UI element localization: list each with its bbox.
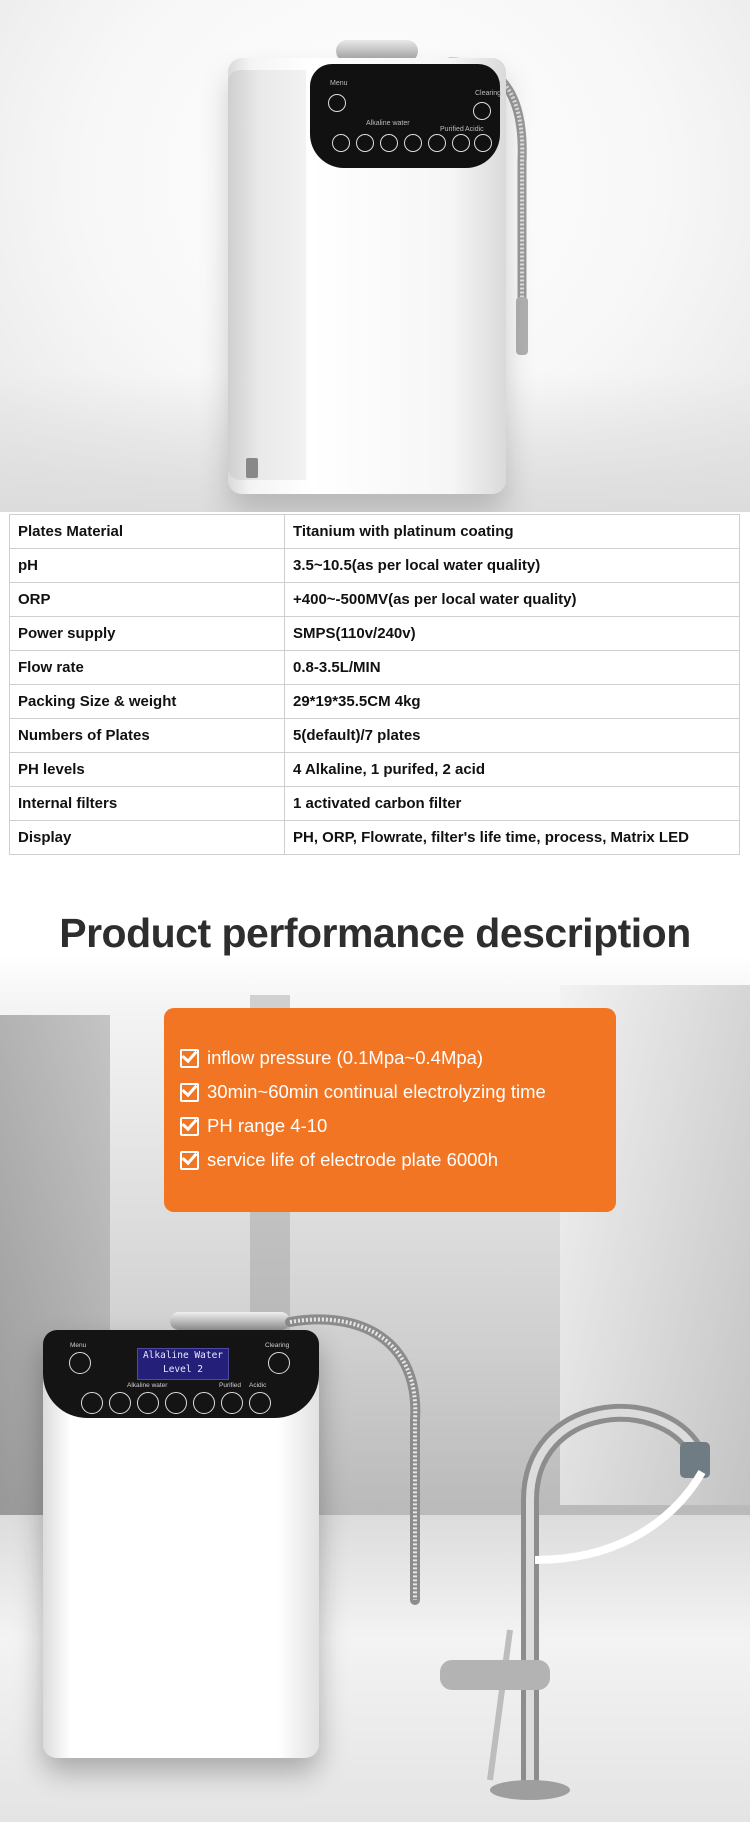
table-row — [10, 719, 740, 753]
feature-item — [180, 1081, 546, 1103]
control-panel-top — [310, 64, 500, 168]
feature-item — [180, 1149, 498, 1171]
clearing-button[interactable] — [473, 102, 491, 120]
spec-label: Display — [10, 821, 285, 855]
feature-item — [180, 1047, 483, 1069]
level-button-1[interactable] — [81, 1392, 103, 1414]
menu-button[interactable] — [69, 1352, 91, 1374]
spec-value: +400~-500MV(as per local water quality) — [285, 583, 740, 617]
spec-label: Internal filters — [10, 787, 285, 821]
feature-text: 30min~60min continual electrolyzing time — [207, 1081, 546, 1102]
table-row — [10, 821, 740, 855]
water-ionizer-top — [228, 58, 506, 494]
menu-label: Menu — [70, 1342, 87, 1349]
level-button-4[interactable] — [404, 134, 422, 152]
table-row — [10, 583, 740, 617]
feature-text: inflow pressure (0.1Mpa~0.4Mpa) — [207, 1047, 484, 1068]
feature-item — [180, 1115, 327, 1137]
lcd-line-1: Alkaline Water — [142, 1350, 224, 1361]
table-row — [10, 515, 740, 549]
table-row — [10, 651, 740, 685]
checkbox-checked-icon — [180, 1083, 199, 1102]
purified-label: Purified — [440, 126, 464, 133]
table-row — [10, 549, 740, 583]
level-button-3[interactable] — [137, 1392, 159, 1414]
purified-label: Purified — [219, 1382, 242, 1389]
spec-label: Plates Material — [10, 515, 285, 549]
spec-label: ORP — [10, 583, 285, 617]
table-row — [10, 753, 740, 787]
table-row — [10, 685, 740, 719]
lcd-display — [137, 1348, 229, 1380]
spec-value: SMPS(110v/240v) — [285, 617, 740, 651]
acidic-label: Acidic — [465, 126, 484, 133]
spec-table — [9, 514, 740, 855]
spec-value: 4 Alkaline, 1 purifed, 2 acid — [285, 753, 740, 787]
acid-button-1[interactable] — [221, 1392, 243, 1414]
level-button-2[interactable] — [356, 134, 374, 152]
acid-button-1[interactable] — [452, 134, 470, 152]
spec-label: Power supply — [10, 617, 285, 651]
faucet-spout — [170, 1312, 290, 1330]
level-button-4[interactable] — [165, 1392, 187, 1414]
spec-value: 3.5~10.5(as per local water quality) — [285, 549, 740, 583]
outlet-port — [246, 458, 258, 478]
spec-value: 5(default)/7 plates — [285, 719, 740, 753]
spec-value: Titanium with platinum coating — [285, 515, 740, 549]
table-row — [10, 617, 740, 651]
clearing-label: Clearing — [475, 90, 502, 97]
spec-value: 1 activated carbon filter — [285, 787, 740, 821]
spec-value: PH, ORP, Flowrate, filter's life time, process, Matrix LED — [285, 821, 740, 855]
clearing-label: Clearing — [265, 1342, 290, 1349]
spec-label: Flow rate — [10, 651, 285, 685]
feature-box — [164, 1008, 616, 1212]
checkbox-checked-icon — [180, 1151, 199, 1170]
product-hero-image — [0, 0, 750, 512]
feature-text: service life of electrode plate 6000h — [207, 1149, 499, 1170]
spec-label: Packing Size & weight — [10, 685, 285, 719]
spec-label: PH levels — [10, 753, 285, 787]
checkbox-checked-icon — [180, 1117, 199, 1136]
spec-label: Numbers of Plates — [10, 719, 285, 753]
clearing-button[interactable] — [268, 1352, 290, 1374]
checkbox-checked-icon — [180, 1049, 199, 1068]
acid-button-2[interactable] — [249, 1392, 271, 1414]
lcd-line-2: Level 2 — [162, 1364, 204, 1375]
spec-value: 0.8-3.5L/MIN — [285, 651, 740, 685]
spec-label: pH — [10, 549, 285, 583]
level-button-3[interactable] — [380, 134, 398, 152]
acid-button-2[interactable] — [474, 134, 492, 152]
spec-value: 29*19*35.5CM 4kg — [285, 685, 740, 719]
control-panel-bottom — [43, 1330, 319, 1418]
menu-label: Menu — [330, 80, 348, 87]
feature-text: PH range 4-10 — [207, 1115, 328, 1136]
purified-button[interactable] — [428, 134, 446, 152]
acidic-label: Acidic — [249, 1382, 267, 1389]
purified-button[interactable] — [193, 1392, 215, 1414]
water-ionizer-bottom — [43, 1330, 319, 1758]
level-button-2[interactable] — [109, 1392, 131, 1414]
ionizer-side — [228, 70, 306, 480]
alkaline-label: Alkaline water — [127, 1382, 168, 1389]
alkaline-label: Alkaline water — [366, 120, 410, 127]
section-title: Product performance description — [59, 910, 691, 956]
table-row — [10, 787, 740, 821]
level-button-1[interactable] — [332, 134, 350, 152]
menu-button[interactable] — [328, 94, 346, 112]
